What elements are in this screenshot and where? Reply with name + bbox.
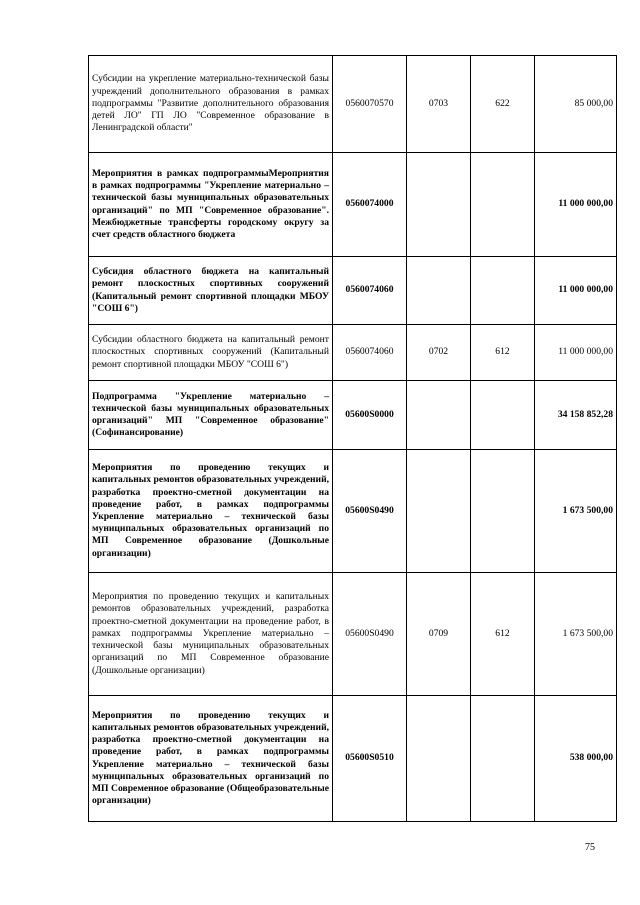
table-row xyxy=(89,325,617,381)
row-section-cell xyxy=(407,696,471,822)
budget-table xyxy=(88,55,617,822)
row-name-cell: Подпрограмма "Укрепление материально – технической базы муниципальных образовательных организаций" МП "Современное образование" (Софинансирование) xyxy=(89,381,333,450)
row-type-cell: 612 xyxy=(471,573,535,696)
page-number: 75 xyxy=(585,842,595,853)
row-name-cell: Мероприятия по проведению текущих и капитальных ремонтов образовательных учреждений, разработка проектно-сметной документации на проведение работ, в рамках подпрограммы Укрепление материально – технической базы муниципальных образовательных организаций по МП Современное образование (Общеобразовательные организации) xyxy=(89,696,333,822)
row-code-cell: 05600S0490 xyxy=(333,573,407,696)
row-type-cell xyxy=(471,696,535,822)
row-code-cell: 0560074000 xyxy=(333,153,407,257)
row-amount-cell: 85 000,00 xyxy=(535,56,617,153)
row-code-cell: 0560074060 xyxy=(333,325,407,381)
row-section-cell xyxy=(407,450,471,573)
row-amount-cell: 1 673 500,00 xyxy=(535,573,617,696)
row-name-cell: Мероприятия в рамках подпрограммыМероприятия в рамках подпрограммы "Укрепление материально – технической базы муниципальных образовательных организаций" по МП "Современное образование". Межбюджетные трансферты городскому округу за счет средств областного бюджета xyxy=(89,153,333,257)
table-row xyxy=(89,153,617,257)
table-row xyxy=(89,257,617,325)
table-row xyxy=(89,696,617,822)
row-name-cell: Субсидия областного бюджета на капитальный ремонт плоскостных спортивных сооружений (Капитальный ремонт спортивной площадки МБОУ "СОШ 6") xyxy=(89,257,333,325)
row-section-cell xyxy=(407,257,471,325)
row-name-cell: Мероприятия по проведению текущих и капитальных ремонтов образовательных учреждений, разработка проектно-сметной документации на проведение работ, в рамках подпрограммы Укрепление материально – технической базы муниципальных образовательных организаций по МП Современное образование (Дошкольные организации) xyxy=(89,450,333,573)
row-name-cell: Субсидии областного бюджета на капитальный ремонт плоскостных спортивных сооружений (Капитальный ремонт спортивной площадки МБОУ "СОШ 6") xyxy=(89,325,333,381)
table-row xyxy=(89,381,617,450)
table-row xyxy=(89,56,617,153)
row-amount-cell: 11 000 000,00 xyxy=(535,325,617,381)
row-section-cell xyxy=(407,153,471,257)
row-amount-cell: 1 673 500,00 xyxy=(535,450,617,573)
row-code-cell: 05600S0490 xyxy=(333,450,407,573)
row-amount-cell: 11 000 000,00 xyxy=(535,153,617,257)
row-type-cell xyxy=(471,153,535,257)
row-section-cell: 0709 xyxy=(407,573,471,696)
row-code-cell: 05600S0510 xyxy=(333,696,407,822)
row-type-cell: 622 xyxy=(471,56,535,153)
row-type-cell xyxy=(471,381,535,450)
row-name-cell: Субсидии на укрепление материально-технической базы учреждений дополнительного образования в рамках подпрограммы "Развитие дополнительного образования детей ЛО" ГП ЛО "Современное образование в Ленинградской области" xyxy=(89,56,333,153)
row-code-cell: 0560074060 xyxy=(333,257,407,325)
row-code-cell: 0560070570 xyxy=(333,56,407,153)
row-section-cell xyxy=(407,381,471,450)
row-section-cell: 0702 xyxy=(407,325,471,381)
row-amount-cell: 538 000,00 xyxy=(535,696,617,822)
row-name-cell: Мероприятия по проведению текущих и капитальных ремонтов образовательных учреждений, разработка проектно-сметной документации на проведение работ, в рамках подпрограммы Укрепление материально – технической базы муниципальных образовательных организаций по МП Современное образование (Дошкольные организации) xyxy=(89,573,333,696)
table-row xyxy=(89,573,617,696)
row-type-cell xyxy=(471,450,535,573)
row-section-cell: 0703 xyxy=(407,56,471,153)
budget-table-body xyxy=(89,56,617,822)
row-type-cell: 612 xyxy=(471,325,535,381)
table-row xyxy=(89,450,617,573)
row-code-cell: 05600S0000 xyxy=(333,381,407,450)
row-amount-cell: 11 000 000,00 xyxy=(535,257,617,325)
row-amount-cell: 34 158 852,28 xyxy=(535,381,617,450)
row-type-cell xyxy=(471,257,535,325)
